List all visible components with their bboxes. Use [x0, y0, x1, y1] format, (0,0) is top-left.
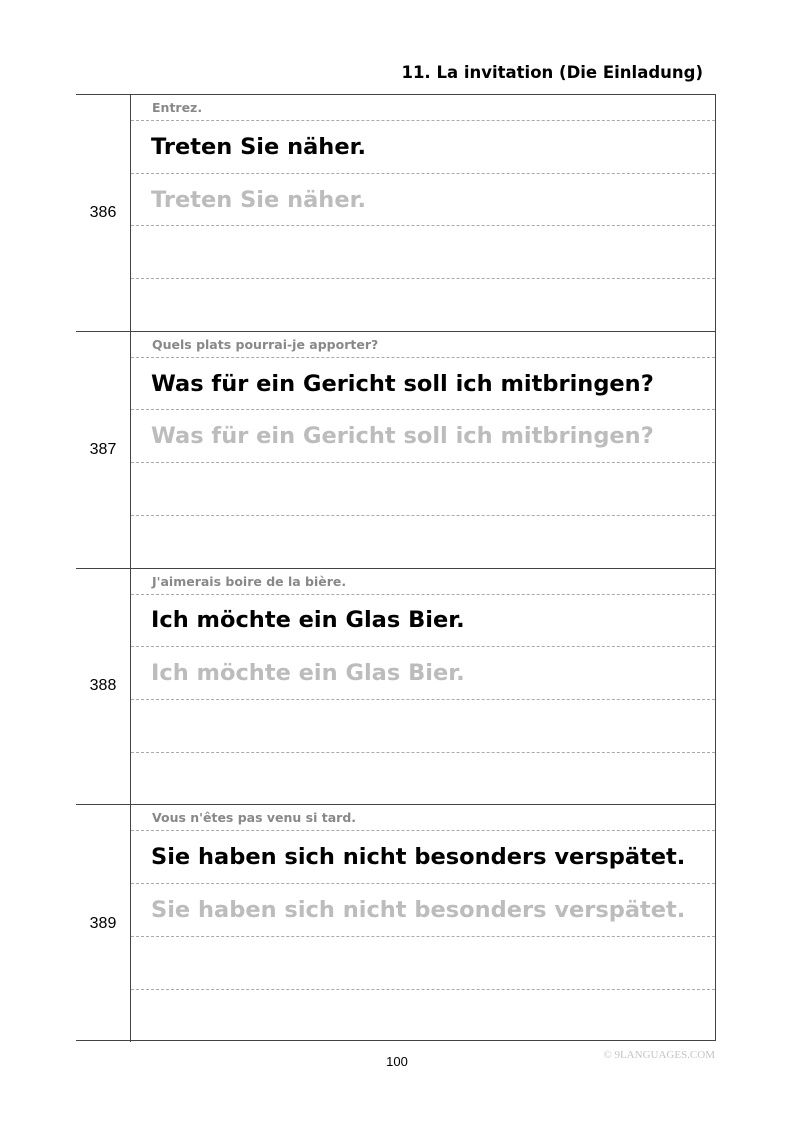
writing-lines: [131, 569, 715, 805]
practice-block: [76, 95, 715, 332]
trace-sentence: Treten Sie näher.: [131, 174, 715, 227]
writing-lines: [131, 805, 715, 1042]
writing-lines: [131, 95, 715, 331]
writing-lines: [131, 332, 715, 568]
blank-writing-line[interactable]: [131, 937, 715, 990]
german-sentence: Was für ein Gericht soll ich mitbringen?: [131, 358, 715, 411]
french-prompt: J'aimerais boire de la bière.: [131, 569, 715, 595]
practice-sheet: [76, 94, 716, 1041]
german-sentence: Treten Sie näher.: [131, 121, 715, 174]
blank-writing-line[interactable]: [131, 990, 715, 1042]
trace-sentence: Was für ein Gericht soll ich mitbringen?: [131, 410, 715, 463]
german-sentence: Sie haben sich nicht besonders verspätet.: [131, 831, 715, 884]
blank-writing-line[interactable]: [131, 279, 715, 331]
trace-sentence: Ich möchte ein Glas Bier.: [131, 647, 715, 700]
blank-writing-line[interactable]: [131, 700, 715, 753]
blank-writing-line[interactable]: [131, 226, 715, 279]
item-number: 388: [76, 569, 131, 805]
item-number: 389: [76, 805, 131, 1042]
german-sentence: Ich möchte ein Glas Bier.: [131, 595, 715, 648]
copyright-notice: © 9LANGUAGES.COM: [603, 1049, 715, 1061]
blank-writing-line[interactable]: [131, 753, 715, 805]
french-prompt: Vous n'êtes pas venu si tard.: [131, 805, 715, 831]
page-title: 11. La invitation (Die Einladung): [401, 63, 703, 82]
blank-writing-line[interactable]: [131, 463, 715, 516]
blank-writing-line[interactable]: [131, 516, 715, 568]
item-number: 387: [76, 332, 131, 568]
practice-block: [76, 569, 715, 806]
practice-block: [76, 332, 715, 569]
page-number: 100: [386, 1054, 408, 1069]
trace-sentence: Sie haben sich nicht besonders verspätet.: [131, 884, 715, 937]
french-prompt: Entrez.: [131, 95, 715, 121]
french-prompt: Quels plats pourrai-je apporter?: [131, 332, 715, 358]
practice-block: [76, 805, 715, 1042]
item-number: 386: [76, 95, 131, 331]
